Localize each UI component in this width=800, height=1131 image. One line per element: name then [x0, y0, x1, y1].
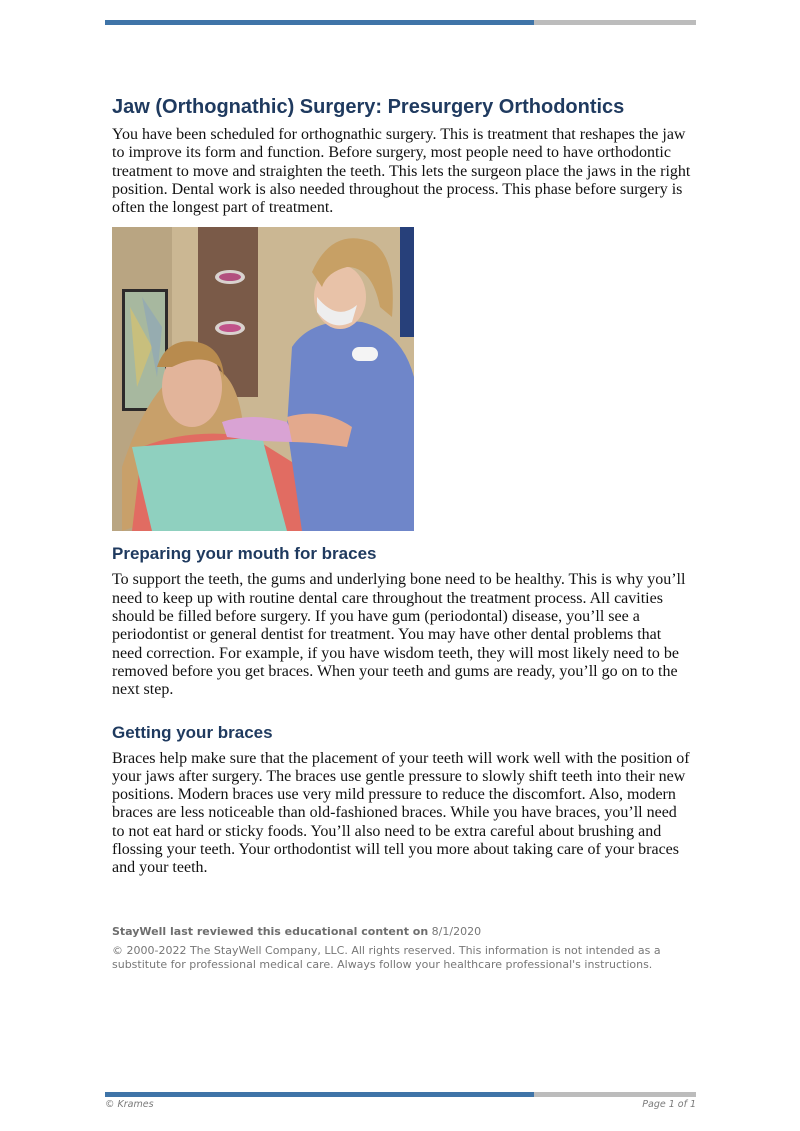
review-line	[112, 925, 692, 939]
section-body: To support the teeth, the gums and underlying bone need to be healthy. This is why you’ll need to keep up with routine dental care throughout the treatment process. All cavities should be filled before surgery. If you have gum (periodontal) disease, you’ll see a periodontist or general dentist for treatment. You may have other dental problems that need correction. For example, if you have wisdom teeth, they will most likely need to be removed before you get braces. When your teeth and gums are ready, you’ll go on to the next step.	[112, 571, 686, 699]
copyright-notice: © 2000-2022 The StayWell Company, LLC. All rights reserved. This information is not intended as a substitute for professional medical care. Always follow your healthcare professional's instructions.	[112, 944, 661, 971]
page-number: Page 1 of 1	[642, 1099, 696, 1110]
article-photo	[112, 227, 414, 531]
dental-exam-illustration	[112, 227, 414, 531]
header-bar-rest	[534, 20, 696, 25]
section-getting-braces	[112, 722, 692, 878]
article	[112, 95, 692, 878]
section-heading: Getting your braces	[112, 722, 273, 742]
page-title: Jaw (Orthognathic) Surgery: Presurgery Orthodontics	[112, 96, 625, 118]
footer-divider-bar	[105, 1092, 696, 1097]
section-heading: Preparing your mouth for braces	[112, 544, 377, 564]
header-divider-bar	[105, 20, 696, 25]
footer-bar-progress	[105, 1092, 534, 1097]
review-label: StayWell last reviewed this educational content on	[112, 925, 429, 938]
intro-paragraph: You have been scheduled for orthognathic surgery. This is treatment that reshapes the jaw to improve its form and function. Before surgery, most people need to have orthodontic treatment to move and straighten the teeth. This lets the surgeon place the jaws in the right position. Dental work is also needed throughout the process. This phase before surgery is often the longest part of treatment.	[112, 126, 691, 217]
footer-bar-rest	[534, 1092, 696, 1097]
content-metadata	[112, 925, 692, 971]
header-bar-progress	[105, 20, 534, 25]
page-footer	[105, 1099, 696, 1110]
section-body: Braces help make sure that the placement of your teeth will work well with the position of your jaws after surgery. The braces use gentle pressure to slowly shift teeth into their new positions. Modern braces use very mild pressure to reduce the discomfort. Also, modern braces are less noticeable than old-fashioned braces. While you have braces, you’ll need to not eat hard or sticky foods. You’ll also need to be extra careful about brushing and flossing your teeth. Your orthodontist will tell you more about taking care of your braces and your teeth.	[112, 749, 690, 877]
section-preparing-mouth	[112, 543, 692, 699]
review-date: 8/1/2020	[431, 925, 482, 938]
footer-publisher: © Krames	[105, 1099, 154, 1110]
